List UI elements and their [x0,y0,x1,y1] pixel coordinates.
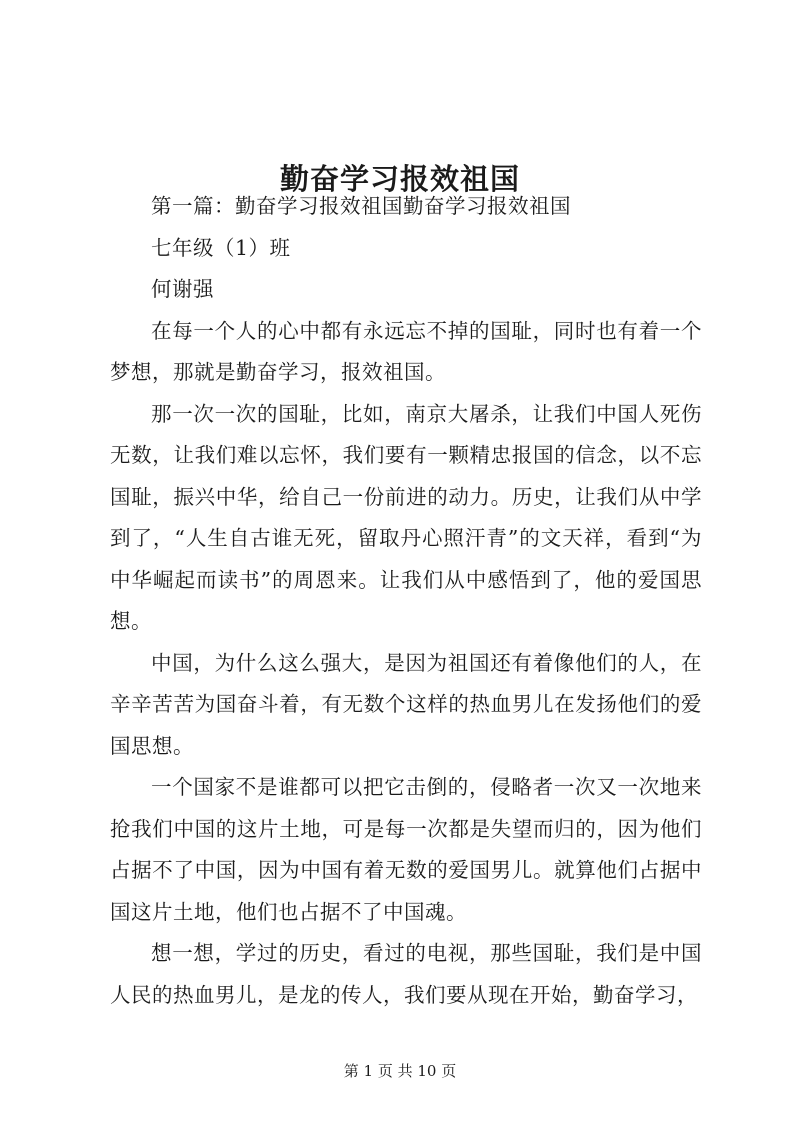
document-body [110,186,702,1016]
paragraph: 那一次一次的国耻，比如，南京大屠杀，让我们中国人死伤无数，让我们难以忘怀，我们要有一颗精忠报国的信念，以不忘国耻，振兴中华，给自己一份前进的动力。历史，让我们从中学到了，“人生自古谁无死，留取丹心照汗青”的文天祥，看到“为中华崛起而读书”的周恩来。让我们从中感悟到了，他的爱国思想。 [110,401,702,633]
paragraph: 在每一个人的心中都有永远忘不掉的国耻，同时也有着一个梦想，那就是勤奋学习，报效祖国。 [110,318,702,384]
paragraph: 中国，为什么这么强大，是因为祖国还有着像他们的人，在辛辛苦苦为国奋斗着，有无数个这样的热血男儿在发扬他们的爱国思想。 [110,650,702,758]
paragraph-heading: 第一篇：勤奋学习报效祖国勤奋学习报效祖国 [151,194,571,218]
page-footer: 第 1 页 共 10 页 [343,1062,457,1080]
paragraph-class: 七年级（1）班 [151,235,291,260]
paragraph: 想一想，学过的历史，看过的电视，那些国耻，我们是中国人民的热血男儿，是龙的传人，我们要从现在开始，勤奋学习， [110,941,702,1007]
paragraph-author: 何谢强 [151,277,214,301]
document-title: 勤奋学习报效祖国 [279,162,520,197]
paragraph: 一个国家不是谁都可以把它击倒的，侵略者一次又一次地来抢我们中国的这片土地，可是每一次都是失望而归的，因为他们占据不了中国，因为中国有着无数的爱国男儿。就算他们占据中国这片土地，他们也占据不了中国魂。 [110,775,702,924]
